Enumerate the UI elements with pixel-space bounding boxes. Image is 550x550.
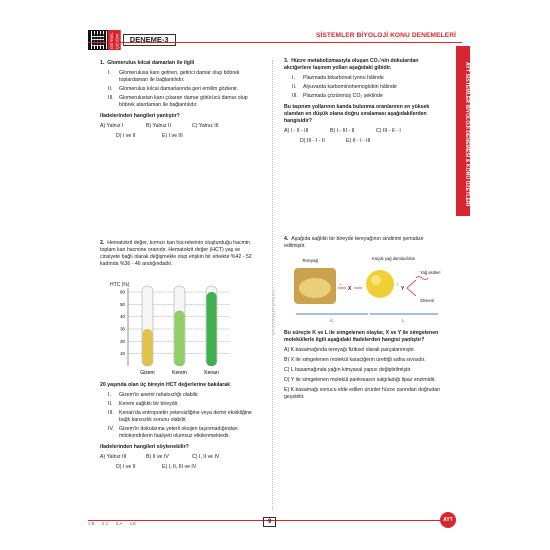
header-left — [88, 30, 176, 50]
statement-item: III. Plazmada çözünmüş CO₂ şeklinde — [292, 93, 383, 100]
statement-item: III. Kenan'da entropoetin yetersizliğine veya demir eksikliğine bağlı kansızlık sorunu olabilir. — [108, 410, 252, 424]
y-tick-label: 40 — [120, 314, 125, 320]
option-d[interactable]: D) I ve II — [116, 464, 136, 471]
category-label: Gizem — [140, 370, 155, 376]
statement-item: III. Glomerulustan kanı çıkaran damar götürücü damar olup böbrek atardamarı ile bağlantılıdır. — [108, 95, 248, 109]
question-4 — [284, 236, 444, 253]
y-tick-label: 30 — [120, 326, 125, 332]
option-b[interactable]: B) X ile simgelenen molekül karaciğerin ürettiği safra sıvısıdır. — [284, 357, 426, 364]
bar-kenan — [207, 292, 217, 366]
question-3 — [284, 58, 444, 148]
butter-block — [299, 278, 331, 298]
question-prompt: ifadelerinden hangileri söylenebilir? — [100, 444, 189, 451]
question-2 — [100, 240, 260, 271]
y-tick-label: 50 — [120, 301, 125, 307]
question-1 — [100, 60, 260, 143]
droplet-large — [366, 270, 394, 298]
svg-text:+: + — [396, 282, 399, 287]
option-d[interactable]: D) I ve II — [116, 133, 136, 140]
column-divider — [272, 60, 273, 510]
bar-gizem — [143, 329, 153, 366]
y-tick-label: 10 — [120, 351, 125, 357]
question-number: 3. — [284, 58, 289, 64]
option-b[interactable]: B) I - III - II — [330, 128, 355, 135]
y-tick-label: 60 — [120, 289, 125, 295]
droplets-label: Küçük yağ damlacıkları — [372, 256, 416, 261]
option-d[interactable]: D) III - I - II — [300, 138, 325, 145]
page-number: 9 — [263, 517, 276, 527]
option-e[interactable]: E) I ve III — [162, 133, 183, 140]
y-label: Y — [401, 286, 405, 292]
answer-options — [284, 347, 444, 401]
statement-item: II. Kerem sağlıklı bir bireydir. — [108, 401, 179, 408]
option-c[interactable]: C) L basamağında yağın kimyasal yapısı değiştirilmiştir. — [284, 367, 412, 374]
question-title: Hücre metabolizmasıyla oluşan CO₂'nin dokulardan akciğerlere taşınım yolları aşağıdaki gibidir. — [284, 58, 419, 72]
question-2-lower — [100, 382, 260, 474]
option-e[interactable]: E) II - I - III — [346, 138, 371, 145]
category-label: Kerem — [172, 370, 187, 376]
question-4-lower — [284, 330, 444, 404]
chart-bars — [142, 286, 217, 366]
fatty-acid-label: Yağ asitleri — [420, 270, 441, 275]
l-label: L — [402, 319, 405, 324]
statement-list — [100, 392, 260, 440]
option-c[interactable]: C) Yalnız III — [192, 123, 219, 130]
chart-labels — [140, 370, 219, 376]
butter-label: Tereyağ — [302, 258, 319, 263]
chart-caption: 20 yaşında olan üç bireyin HCT değerlerine bakılarak — [100, 382, 231, 388]
section-title: SİSTEMLER BİYOLOJİ KONU DENEMELERİ — [316, 32, 457, 39]
answer-options — [100, 123, 260, 143]
statement-item: IV. Gizem'in dokularına yeterli oksijen taşınmadığından mitokondrilerin faaliyeti olumsuz etkilenmektedir. — [108, 426, 238, 440]
answer-options — [284, 128, 444, 148]
option-d[interactable]: D) Y ile simgelenen molekül pankreasın salgıladığı lipaz enzimidir. — [284, 377, 436, 384]
statement-item: I. Plazmada bikarbonat iyonu hâlinde — [292, 75, 384, 82]
publisher-logo: AYT — [440, 512, 456, 528]
arrow — [407, 288, 416, 296]
option-b[interactable]: B) Yalnız II — [146, 123, 171, 130]
question-prompt: ifadelerinden hangileri yanlıştır? — [100, 113, 180, 120]
answer-key: 1.B 2.C 3.A 4.E — [88, 521, 137, 526]
svg-text:+: + — [339, 282, 342, 287]
qr-tag: GÖRSEL ÇÖZÜM — [108, 30, 121, 50]
side-tab: AYT SİSTEMLER BİYOLOJİ DENEMESİ & KONU ÖZETLERİ — [456, 46, 470, 216]
option-a[interactable]: A) Yalnız I — [100, 123, 124, 130]
droplet-small — [371, 275, 381, 285]
statement-item: II. Glomerulus kılcal damarlarında geri emilim gözlenir. — [108, 86, 239, 93]
option-b[interactable]: B) II ve IV — [146, 454, 169, 461]
qr-code-icon[interactable] — [88, 30, 108, 50]
question-prompt: Bu taşınım yollarının kanda bulunma oranlarının en yüksek olandan en düşük olana doğru sıralaması aşağıdakilerden hangisidir? — [284, 104, 430, 125]
question-number: 2. — [100, 240, 105, 246]
y-axis-label: HTC (%) — [110, 282, 130, 288]
option-c[interactable]: C) III - II - I — [376, 128, 401, 135]
statement-item: II. Alyuvarda karbominohemoglobin hâlinde — [292, 84, 397, 91]
question-number: 4. — [284, 236, 289, 242]
y-tick-label: 20 — [120, 338, 125, 344]
glycerol-label: Gliserol — [420, 298, 435, 303]
category-label: Kenan — [204, 370, 219, 376]
option-e[interactable]: E) I, II, III ve IV — [162, 464, 197, 471]
statement-list — [284, 75, 444, 100]
question-intro: Aşağıda sağlıklı bir bireyde tereyağının sindirimi şematize edilmiştir. — [284, 236, 424, 250]
hct-chart — [110, 280, 240, 380]
question-prompt: Bu süreçte K ve L ile simgelenen olaylar, X ve Y ile simgelenen moleküllerle ilgili aşağıdaki ifadelerden hangisi yanlıştır? — [284, 330, 439, 344]
answer-options — [100, 454, 260, 474]
k-label: K — [330, 319, 334, 324]
statement-item: I. Gizem'in anemi rahatsızlığı olabilir. — [108, 392, 199, 399]
option-e[interactable]: E) K basamağı sonucu elde edilen ürünler hücre zarından doğrudan geçebilir. — [284, 387, 441, 401]
deneme-label: DENEME-3 — [123, 34, 176, 46]
question-text: Hematokrit değer, kırmızı kan hücrelerinin oluşturduğu hacmin toplam kan hacmine oranıdır. Hematokrit değer (HCT) yaş ve cinsiyete bağlı olarak değişmekle olup erişkin bir erkekte %42 - 52 kadında %36 - 46 aralığındadır. — [100, 240, 252, 268]
question-title: Glomerulus kılcal damarları ile ilgili — [107, 60, 195, 66]
x-label: X — [348, 286, 352, 292]
arrow — [407, 280, 416, 288]
header-divider — [88, 42, 462, 43]
digestion-figure — [292, 252, 442, 324]
question-number: 1. — [100, 60, 105, 66]
fatty-acid-icon — [416, 277, 428, 280]
option-a[interactable]: A) K basamağında tereyağı fiziksel olarak parçalanmıştır. — [284, 347, 416, 354]
statement-list — [100, 70, 260, 109]
watermark-text: AYT SİSTEMLER BİYOLOJİ — [272, 290, 276, 336]
option-c[interactable]: C) I, II ve IV — [192, 454, 220, 461]
option-a[interactable]: A) I - II - III — [284, 128, 309, 135]
bar-kerem — [175, 311, 185, 367]
option-a[interactable]: A) Yalnız III — [100, 454, 127, 461]
statement-item: I. Glomerulusa kanı getiren, getirici damar olup böbrek toplardamarı ile bağlantılıdır. — [108, 70, 240, 84]
